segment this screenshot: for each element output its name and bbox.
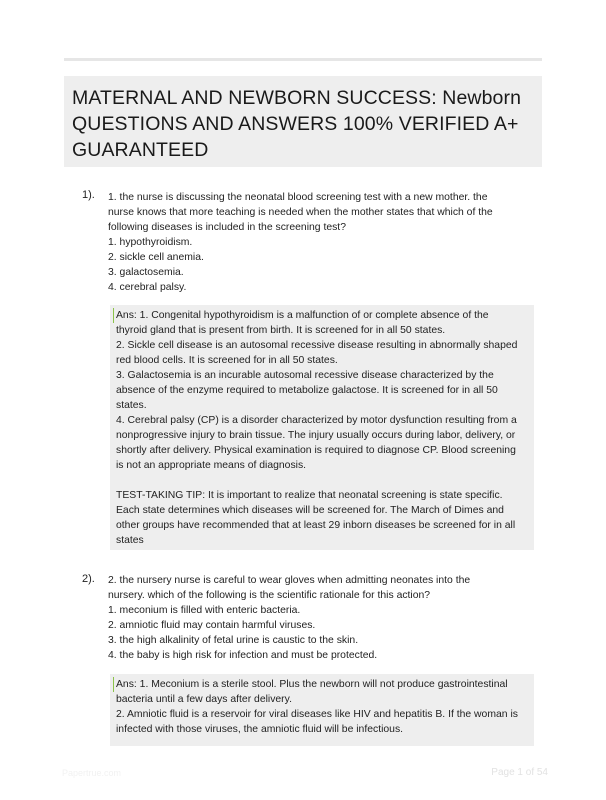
answer-line: nonprogressive injury to brain tissue. The injury usually occurs during labor, delivery, or — [116, 430, 516, 441]
answer-line: is not an appropriate means of diagnosis. — [116, 460, 307, 471]
answer-line: red blood cells. It is screened for in all 50 states. — [116, 355, 338, 366]
question-option: 4. the baby is high risk for infection and must be protected. — [108, 650, 378, 661]
question-line: 1. the nurse is discussing the neonatal blood screening test with a new mother. the — [108, 192, 488, 203]
test-taking-tip: states — [116, 535, 144, 546]
question-line: 2. the nursery nurse is careful to wear gloves when admitting neonates into the — [108, 575, 471, 586]
answer-box — [110, 674, 534, 746]
question-line: following diseases is included in the screening test? — [108, 222, 346, 233]
question-option: 2. sickle cell anemia. — [108, 252, 204, 263]
answer-box — [110, 305, 534, 550]
answer-line: absence of the enzyme required to metabolize galactose. It is screened for in all 50 — [116, 385, 498, 396]
question-option: 1. meconium is filled with enteric bacteria. — [108, 605, 301, 616]
test-taking-tip: Each state determines which diseases will be screened for. The March of Dimes and — [116, 505, 504, 516]
answer-line: states. — [116, 400, 147, 411]
question-number: 2). — [82, 573, 95, 585]
question-option: 3. galactosemia. — [108, 267, 184, 278]
answer-line: 3. Galactosemia is an incurable autosomal recessive disease characterized by the — [116, 370, 494, 381]
question-text — [108, 190, 538, 295]
question-text — [108, 573, 538, 663]
top-divider — [64, 58, 542, 61]
question-option: 4. cerebral palsy. — [108, 282, 187, 293]
question-option: 1. hypothyroidism. — [108, 237, 193, 248]
answer-line: Ans: 1. Meconium is a sterile stool. Plus the newborn will not produce gastrointestinal — [113, 677, 528, 692]
test-taking-tip: other groups have recommended that at least 29 inborn diseases be screened for in all — [116, 520, 516, 531]
title-line: QUESTIONS AND ANSWERS 100% VERIFIED A+ — [72, 113, 519, 135]
question-option: 2. amniotic fluid may contain harmful viruses. — [108, 620, 316, 631]
answer-line: 4. Cerebral palsy (CP) is a disorder characterized by motor dysfunction resulting from a — [116, 415, 517, 426]
question-line: nurse knows that more teaching is needed when the mother states that which of the — [108, 207, 493, 218]
question-number: 1). — [82, 189, 95, 201]
question-line: nursery. which of the following is the scientific rationale for this action? — [108, 590, 431, 601]
test-taking-tip: TEST-TAKING TIP: It is important to realize that neonatal screening is state specific. — [116, 490, 503, 501]
page-number: Page 1 of 54 — [491, 767, 548, 778]
answer-line: thyroid gland that is present from birth. It is screened for in all 50 states. — [116, 325, 446, 336]
answer-line: shortly after delivery. Physical examination is required to diagnose CP. Blood screening — [116, 445, 516, 456]
document-title — [72, 85, 534, 163]
title-line: GUARANTEED — [72, 139, 209, 161]
title-line: MATERNAL AND NEWBORN SUCCESS: Newborn — [72, 87, 522, 109]
answer-line: infected with those viruses, the amniotic fluid will be infectious. — [116, 724, 404, 735]
answer-line: 2. Sickle cell disease is an autosomal recessive disease resulting in abnormally shaped — [116, 340, 518, 351]
answer-spacer — [116, 473, 528, 488]
answer-line: bacteria until a few days after delivery. — [116, 694, 292, 705]
title-banner — [64, 76, 542, 167]
answer-line: 2. Amniotic fluid is a reservoir for viral diseases like HIV and hepatitis B. If the woman is — [116, 709, 518, 720]
footer-source: Papertrue.com — [62, 768, 122, 778]
question-option: 3. the high alkalinity of fetal urine is caustic to the skin. — [108, 635, 359, 646]
answer-line: Ans: 1. Congenital hypothyroidism is a malfunction of or complete absence of the — [113, 308, 528, 323]
